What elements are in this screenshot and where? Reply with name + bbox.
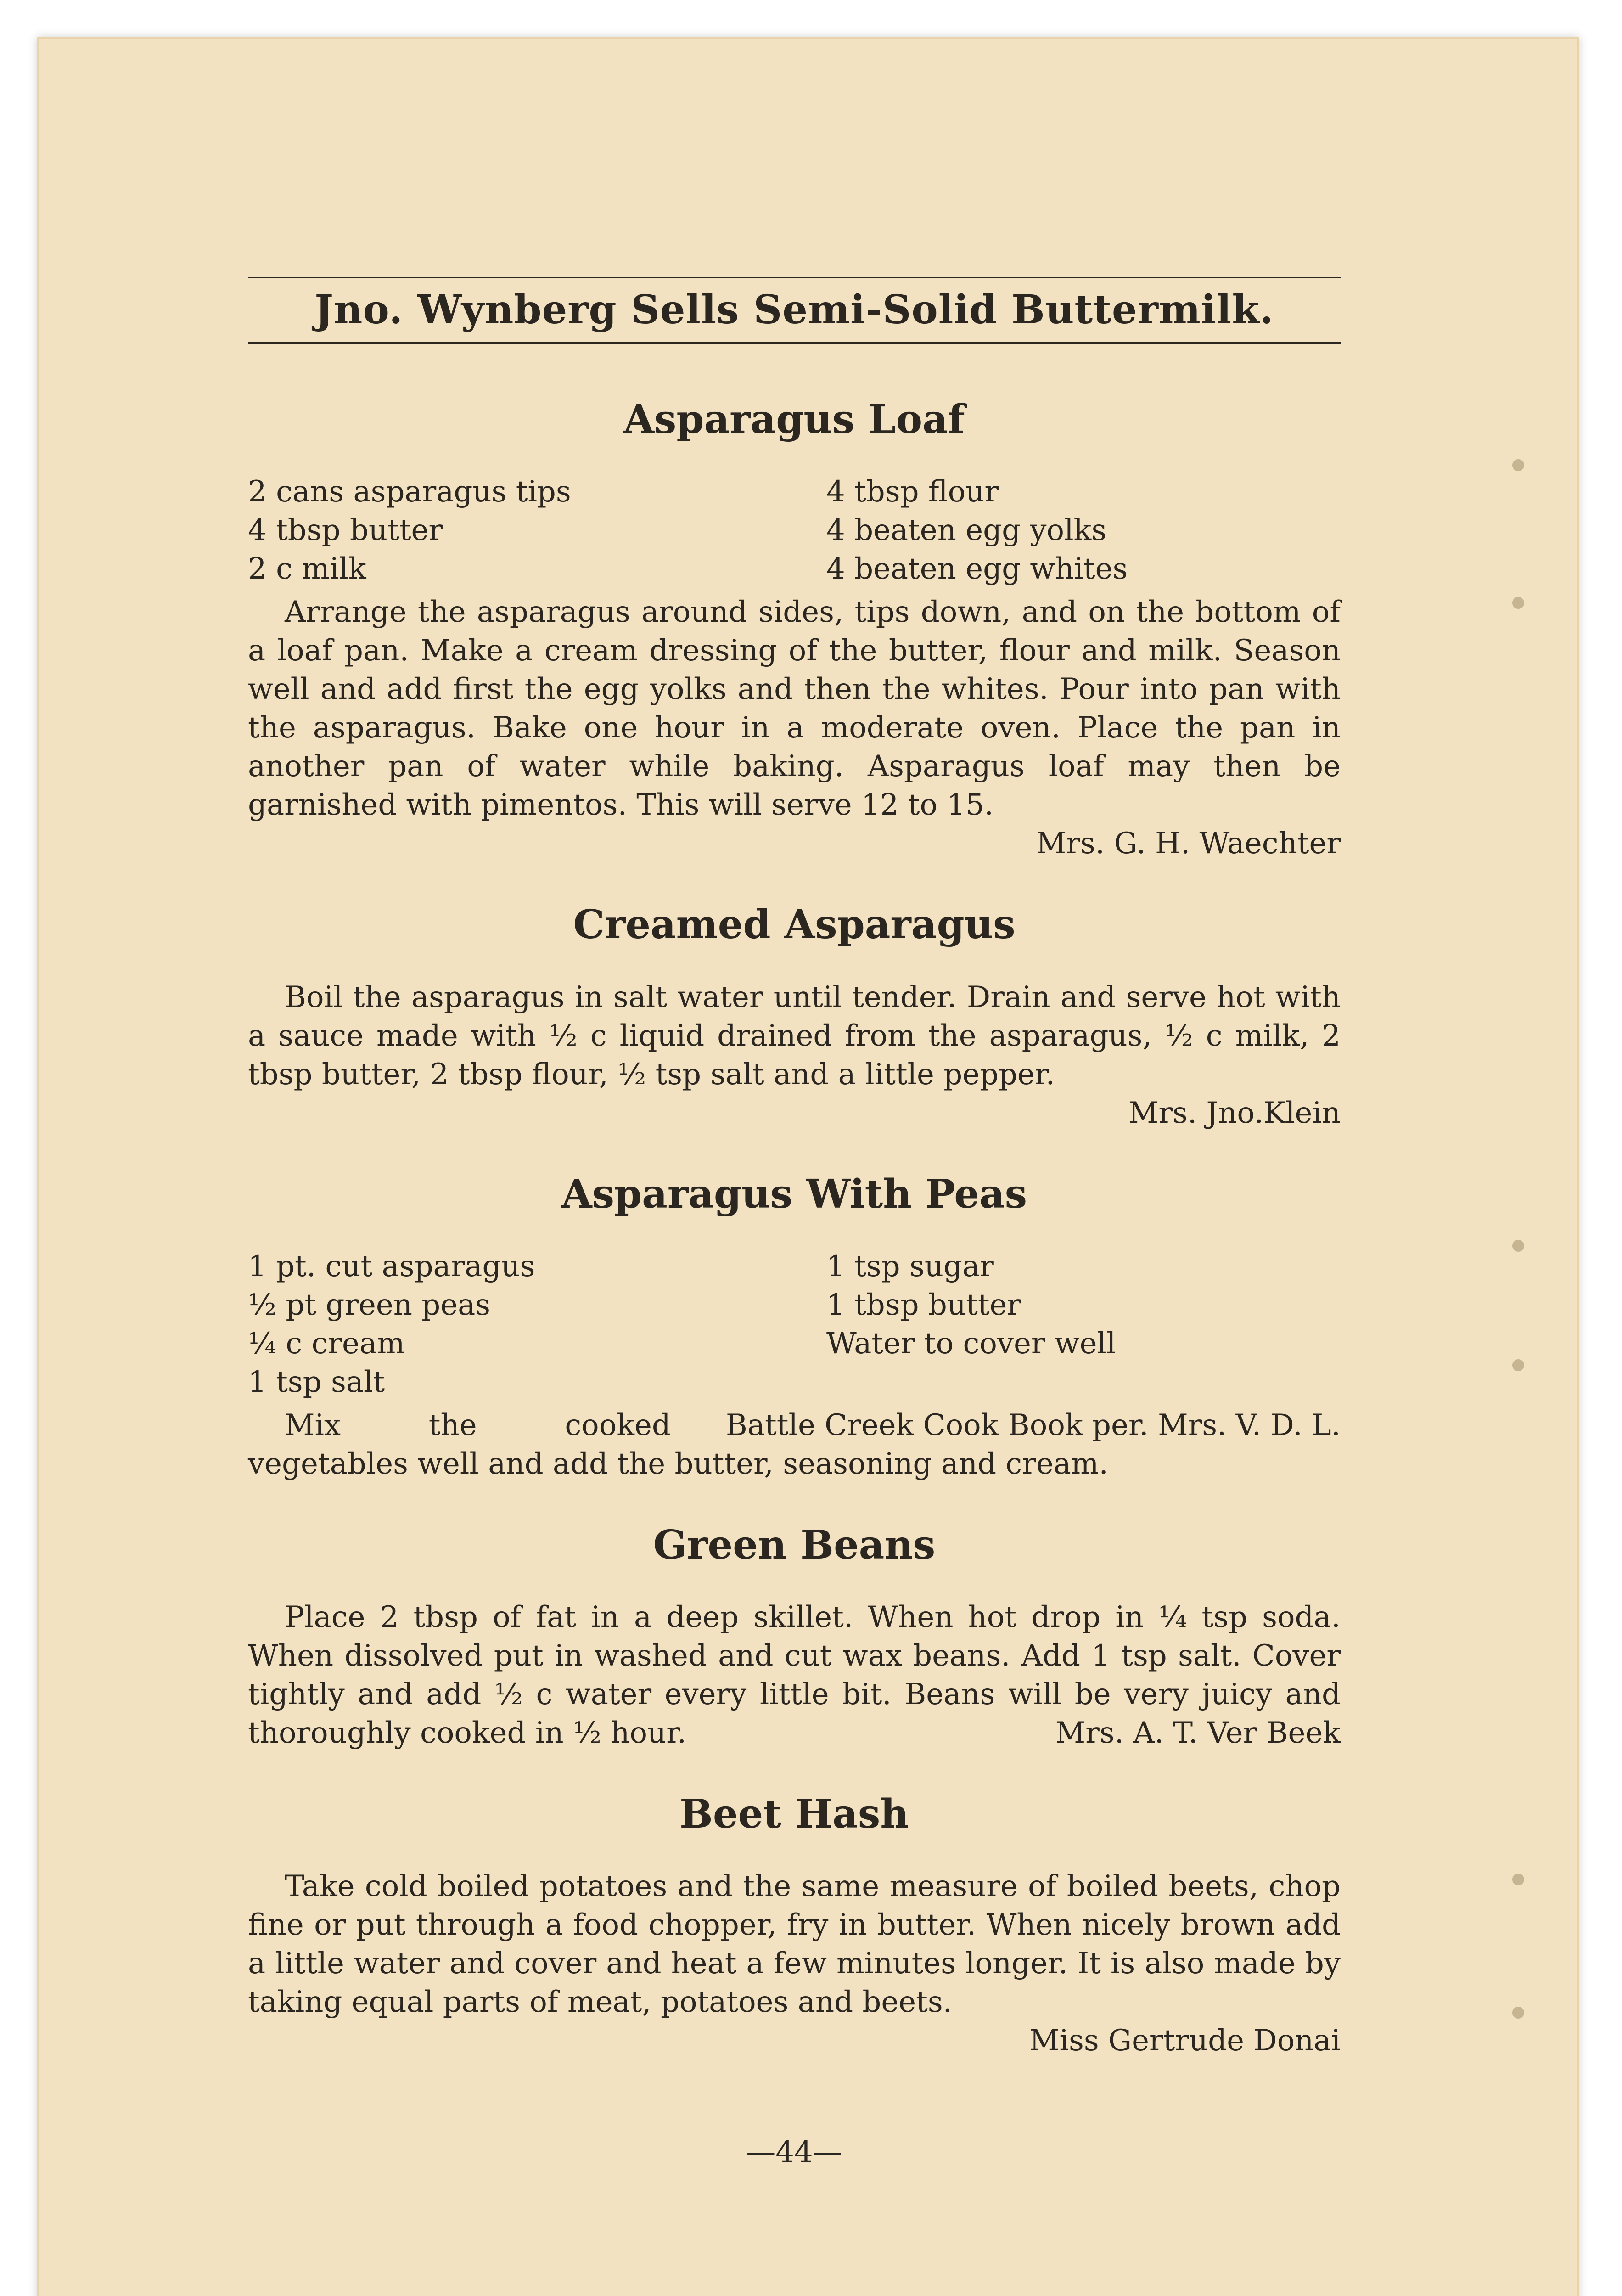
ingredient-item — [826, 1363, 1341, 1401]
recipe-instructions — [248, 1598, 1341, 1752]
page-number: —44— — [746, 2135, 842, 2169]
recipe-title: Asparagus With Peas — [561, 1171, 1027, 1217]
ingredient-item: 4 beaten egg yolks — [826, 513, 1107, 548]
ingredient-item: 1 pt. cut asparagus — [248, 1249, 535, 1283]
paper-stain — [1512, 1874, 1524, 1885]
ingredient-item: Water to cover well — [826, 1326, 1116, 1361]
ingredient-item: ½ pt green peas — [248, 1288, 491, 1322]
recipe-author: Mrs. G. H. Waechter — [1036, 827, 1341, 861]
recipe-instructions-text: Mix the cooked vegetables well and add the butter, seasoning and cream. — [248, 1408, 1108, 1481]
recipe-instructions — [248, 1406, 1341, 1483]
recipe-instructions-text: Place 2 tbsp of fat in a deep skillet. When hot drop in ¼ tsp soda. When dissolved put in washed and cut wax beans. Add 1 tsp salt. Cover tightly and add ½ c water every little bit. Beans will be very juicy and thoroughly cooked in ½ hour. — [248, 1600, 1341, 1750]
ingredient-item: 4 tbsp flour — [826, 475, 999, 509]
ingredient-item: 1 tbsp butter — [826, 1288, 1021, 1322]
ingredients-list — [248, 473, 1341, 588]
recipe-instructions: Arrange the asparagus around sides, tips down, and on the bottom of a loaf pan. Make a cream dressing of the butter, flour and milk. Season well and add first the egg yolks and then the whites. Pour into pan with the asparagus. Bake one hour in a moderate oven. Place the pan in another pan of water while baking. Asparagus loaf may then be garnished with pimentos. This will serve 12 to 15. — [248, 595, 1341, 822]
recipe-title: Asparagus Loaf — [623, 396, 965, 443]
recipe-title: Beet Hash — [679, 1791, 909, 1838]
recipe-author: Miss Gertrude Donai — [1029, 2024, 1341, 2058]
ingredient-item: ¼ c cream — [248, 1326, 405, 1361]
recipe-title: Green Beans — [653, 1521, 936, 1568]
recipe-author: Mrs. A. T. Ver Beek — [1055, 1716, 1341, 1750]
ingredient-item: 2 cans asparagus tips — [248, 475, 571, 509]
ingredients-list — [248, 1247, 1341, 1401]
ingredient-item: 4 beaten egg whites — [826, 552, 1128, 586]
recipe-instructions: Boil the asparagus in salt water until tender. Drain and serve hot with a sauce made with ½ c liquid drained from the asparagus, ½ c milk, 2 tbsp butter, 2 tbsp flour, ½ tsp salt and a little pepper. — [248, 980, 1341, 1092]
paper-stain — [1512, 1359, 1524, 1371]
recipe-title: Creamed Asparagus — [573, 901, 1016, 948]
ingredient-item: 4 tbsp butter — [248, 513, 443, 548]
page-content — [248, 276, 1341, 2169]
page — [37, 37, 1579, 2296]
recipe-author: Battle Creek Cook Book per. Mrs. V. D. L. — [725, 1408, 1341, 1442]
ingredient-item: 1 tsp salt — [248, 1365, 385, 1399]
recipe-asparagus-with-peas — [248, 1171, 1341, 1483]
paper-stain — [1512, 1240, 1524, 1252]
recipe-creamed-asparagus — [248, 901, 1341, 1132]
header-banner — [248, 276, 1341, 344]
ingredient-item: 2 c milk — [248, 552, 366, 586]
ingredient-item: 1 tsp sugar — [826, 1249, 994, 1283]
paper-stain — [1512, 459, 1524, 471]
recipe-green-beans — [248, 1521, 1341, 1752]
recipe-beet-hash — [248, 1791, 1341, 2060]
recipe-asparagus-loaf — [248, 396, 1341, 863]
paper-stain — [1512, 597, 1524, 609]
header-title: Jno. Wynberg Sells Semi-Solid Buttermilk. — [314, 287, 1274, 333]
recipe-instructions: Take cold boiled potatoes and the same measure of boiled beets, chop fine or put through a food chopper, fry in butter. When nicely brown add a little water and cover and heat a few minutes longer. It is also made by taking equal parts of meat, potatoes and beets. — [248, 1869, 1341, 2020]
recipe-author: Mrs. Jno.Klein — [1128, 1096, 1341, 1130]
paper-stain — [1512, 2007, 1524, 2019]
